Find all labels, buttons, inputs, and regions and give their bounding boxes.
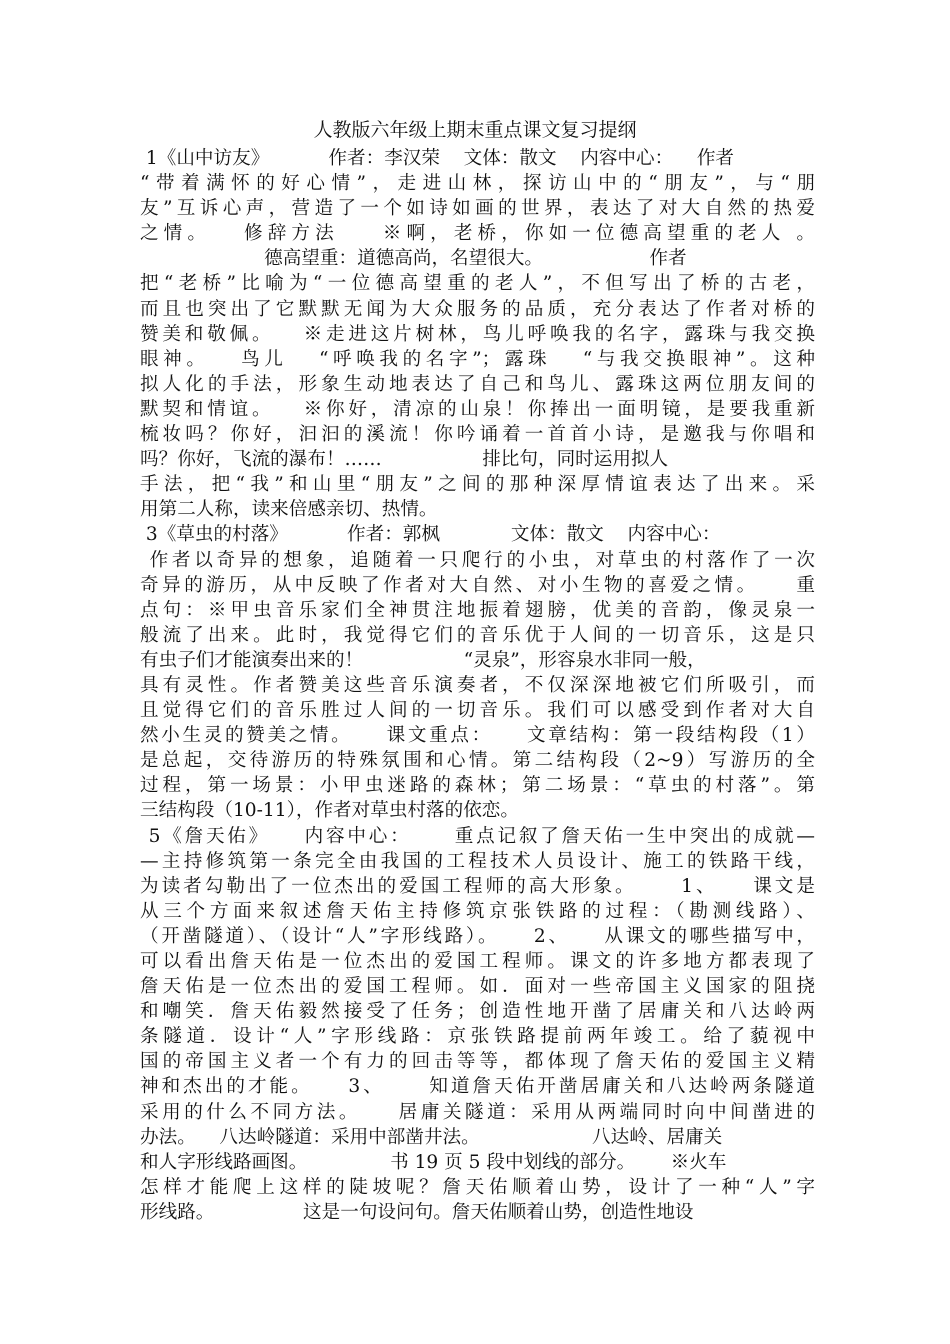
text-line: 形线路。 这是一句设问句。詹天佑顺着山势，创造性地设 [140, 1201, 694, 1223]
text-line: 点句：※甲虫音乐家们全神贯注地振着翅膀，优美的音韵，像灵泉一 [140, 599, 815, 621]
text-line: 三结构段（10-11），作者对草虫村落的依恋。 [140, 800, 519, 822]
text-line: 且觉得它们的音乐胜过人间的一切音乐。我们可以感受到作者对大自 [140, 700, 815, 722]
text-line: 怎样才能爬上这样的陡坡呢？詹天佑顺着山势，设计了一种“人”字 [140, 1176, 815, 1198]
text-line: 赞美和敬佩。 ※走进这片树林，鸟儿呼唤我的名字，露珠与我交换 [140, 323, 815, 345]
text-line: 詹天佑是一位杰出的爱国工程师。如．面对一些帝国主义国家的阻挠 [140, 976, 815, 998]
text-line: 之情。 修辞方法 ※啊，老桥，你如一位德高望重的老人 。 [140, 223, 815, 245]
text-line: 用第二人称，读来倍感亲切、热情。 [140, 499, 438, 521]
document-body [140, 146, 815, 1225]
text-line: 1《山中访友》 作者：李汉荣 文体：散文 内容中心： 作者 [140, 148, 735, 169]
text-line: 默契和情谊。 ※你好，清凉的山泉！你捧出一面明镜，是要我重新 [140, 398, 815, 420]
text-line: “带着满怀的好心情”，走进山林，探访山中的“朋友”，与“朋 [140, 173, 815, 195]
text-line: 奇异的游历，从中反映了作者对大自然、对小生物的喜爱之情。 重 [140, 574, 815, 596]
text-line: 是总起，交待游历的特殊氛围和心情。第二结构段（2~9）写游历的全 [140, 750, 815, 772]
text-line: 和嘲笑．詹天佑毅然接受了任务；创造性地开凿了居庸关和八达岭两 [140, 1001, 815, 1023]
text-line: 3《草虫的村落》 作者：郭枫 文体：散文 内容中心： [140, 524, 721, 546]
text-line: 条隧道．设计“人”字形线路：京张铁路提前两年竣工。给了藐视中 [140, 1026, 815, 1048]
text-line: 5《詹天佑》 内容中心： 重点记叙了詹天佑一生中突出的成就— [140, 825, 815, 847]
text-line: 梳妆吗？你好，汩汩的溪流！你吟诵着一首首小诗，是邀我与你唱和 [140, 424, 815, 446]
text-line: 神和杰出的才能。 3、 知道詹天佑开凿居庸关和八达岭两条隧道 [140, 1076, 815, 1098]
text-line: 然小生灵的赞美之情。 课文重点： 文章结构：第一段结构段（1） [140, 725, 815, 747]
text-line: （开凿隧道）、（设计“人”字形线路）。 2、 从课文的哪些描写中， [140, 925, 815, 947]
text-line: 拟人化的手法，形象生动地表达了自己和鸟儿、露珠这两位朋友间的 [140, 373, 815, 395]
text-line: 德高望重：道德高尚，名望很大。 作者 [140, 248, 687, 270]
text-line: 具有灵性。作者赞美这些音乐演奏者，不仅深深地被它们所吸引，而 [140, 674, 815, 696]
text-line: 作者以奇异的想象，追随着一只爬行的小虫，对草虫的村落作了一次 [140, 549, 815, 571]
text-line: 为读者勾勒出了一位杰出的爱国工程师的高大形象。 1、 课文是 [140, 875, 815, 897]
text-line: 眼神。 鸟儿 “呼唤我的名字”；露珠 “与我交换眼神”。这种 [140, 348, 815, 370]
text-line: 友”互诉心声，营造了一个如诗如画的世界，表达了对大自然的热爱 [140, 198, 815, 220]
text-line: 国的帝国主义者一个有力的回击等等，都体现了詹天佑的爱国主义精 [140, 1051, 815, 1073]
text-line: 办法。 八达岭隧道：采用中部凿井法。 八达岭、居庸关 [140, 1126, 723, 1148]
text-line: 般流了出来。此时，我觉得它们的音乐优于人间的一切音乐，这是只 [140, 624, 815, 646]
text-line: 过程，第一场景：小甲虫迷路的森林；第二场景：“草虫的村落”。第 [140, 775, 815, 797]
document-title: 人教版六年级上期末重点课文复习提纲 [313, 119, 637, 141]
text-line: 手法，把“我”和山里“朋友”之间的那种深厚情谊表达了出来。采 [140, 474, 815, 496]
text-line: 吗？你好，飞流的瀑布！…… 排比句，同时运用拟人 [140, 449, 669, 471]
text-line: 可以看出詹天佑是一位杰出的爱国工程师。课文的许多地方都表现了 [140, 951, 815, 972]
text-line: 有虫子们才能演奏出来的！ “灵泉”，形容泉水非同一般， [140, 649, 706, 671]
text-line: 采用的什么不同方法。 居庸关隧道：采用从两端同时向中间凿进的 [140, 1101, 815, 1123]
text-line: 从三个方面来叙述詹天佑主持修筑京张铁路的过程：（勘测线路）、 [140, 900, 815, 922]
text-line: 而且也突出了它默默无闻为大众服务的品质，充分表达了作者对桥的 [140, 298, 815, 320]
text-line: 和人字形线路画图。 书 19 页 5 段中划线的部分。 ※火车 [140, 1151, 727, 1173]
text-line: 把“老桥”比喻为“一位德高望重的老人”，不但写出了桥的古老， [140, 273, 815, 295]
text-line: —主持修筑第一条完全由我国的工程技术人员设计、施工的铁路干线， [140, 850, 815, 872]
